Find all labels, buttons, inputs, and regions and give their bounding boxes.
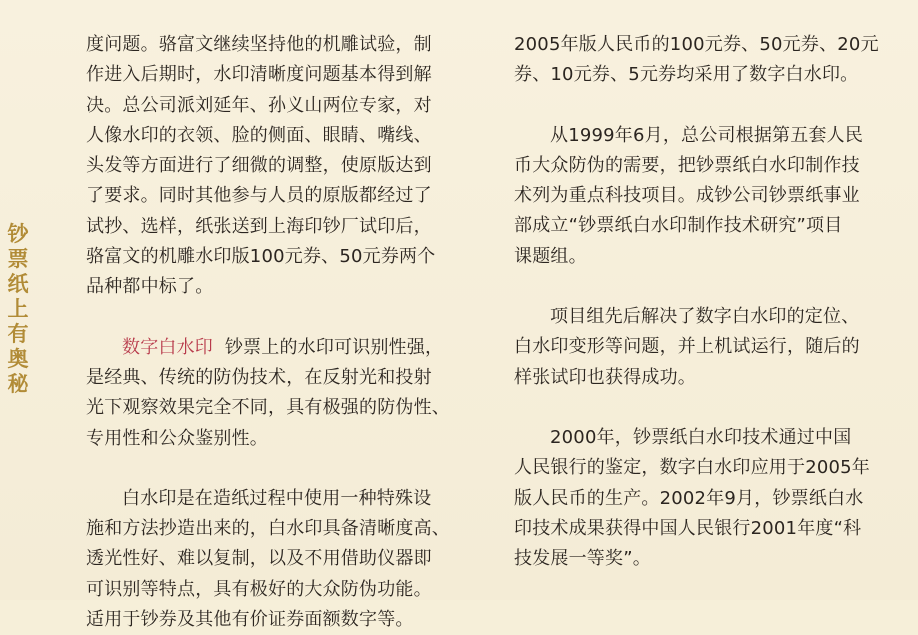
text-line: [86, 333, 470, 363]
text-line: 部成立“钞票纸白水印制作技术研究”项目: [514, 215, 843, 237]
text-line: 币大众防伪的需要，把钞票纸白水印制作技: [514, 154, 860, 176]
right-paragraph-2: [514, 121, 894, 272]
text-line: 光下观察效果完全不同，具有极强的防伪性、: [86, 397, 450, 419]
text-line: 是经典、传统的防伪技术，在反射光和投射: [86, 366, 432, 388]
text-line: 透光性好、难以复制，以及不用借助仪器即: [86, 548, 432, 570]
left-paragraph-3: [86, 484, 470, 635]
text-line: 骆富文的机雕水印版100元券、50元券两个: [86, 246, 436, 268]
text-line: 白水印是在造纸过程中使用一种特殊设: [122, 487, 432, 509]
text-line: 课题组。: [514, 245, 587, 267]
right-column: [514, 30, 894, 574]
text-line: 人像水印的衣领、脸的侧面、眼睛、嘴线、: [86, 124, 432, 146]
right-paragraph-3: [514, 302, 894, 393]
right-paragraph-4: [514, 423, 894, 574]
text-line: 作进入后期时，水印清晰度问题基本得到解: [86, 64, 432, 86]
text-line: 专用性和公众鉴别性。: [86, 427, 268, 449]
text-line: 试抄、选样，纸张送到上海印钞厂试印后，: [86, 215, 432, 237]
text-line: 版人民币的生产。2002年9月，钞票纸白水: [514, 487, 864, 509]
text-line: 印技术成果获得中国人民银行2001年度“科: [514, 517, 862, 539]
section-heading: 数字白水印: [122, 336, 213, 358]
text-segment: 钞票上的水印可识别性强，: [224, 336, 444, 358]
side-title: 钞票纸上有奥秘: [7, 222, 29, 396]
text-line: 了要求。同时其他参与人员的原版都经过了: [86, 185, 432, 207]
left-paragraph-1: [86, 30, 470, 303]
text-line: 人民银行的鉴定，数字白水印应用于2005年: [514, 457, 871, 479]
text-line: 白水印变形等问题，并上机试运行，随后的: [514, 336, 860, 358]
left-column: [86, 30, 470, 635]
right-paragraph-1: [514, 30, 894, 91]
text-line: 项目组先后解决了数字白水印的定位、: [550, 306, 860, 328]
text-line: 决。总公司派刘延年、孙义山两位专家，对: [86, 94, 432, 116]
text-line: 度问题。骆富文继续坚持他的机雕试验，制: [86, 34, 432, 55]
text-line: 品种都中标了。: [86, 276, 214, 298]
text-line: 适用于钞券及其他有价证券面额数字等。: [86, 609, 414, 631]
text-line: 术列为重点科技项目。成钞公司钞票纸事业: [514, 185, 860, 207]
text-line: 从1999年6月，总公司根据第五套人民: [550, 124, 864, 146]
left-paragraph-2: [86, 333, 470, 454]
text-line: 2005年版人民币的100元券、50元券、20元: [514, 34, 879, 55]
text-line: 2000年，钞票纸白水印技术通过中国: [550, 426, 852, 448]
text-line: 券、10元券、5元券均采用了数字白水印。: [514, 64, 859, 86]
text-line: 样张试印也获得成功。: [514, 366, 696, 388]
text-line: 可识别等特点，具有极好的大众防伪功能。: [86, 578, 432, 600]
text-line: 头发等方面进行了细微的调整，使原版达到: [86, 155, 432, 177]
text-line: 技发展一等奖”。: [514, 548, 651, 570]
text-line: 施和方法抄造出来的，白水印具备清晰度高、: [86, 518, 450, 540]
